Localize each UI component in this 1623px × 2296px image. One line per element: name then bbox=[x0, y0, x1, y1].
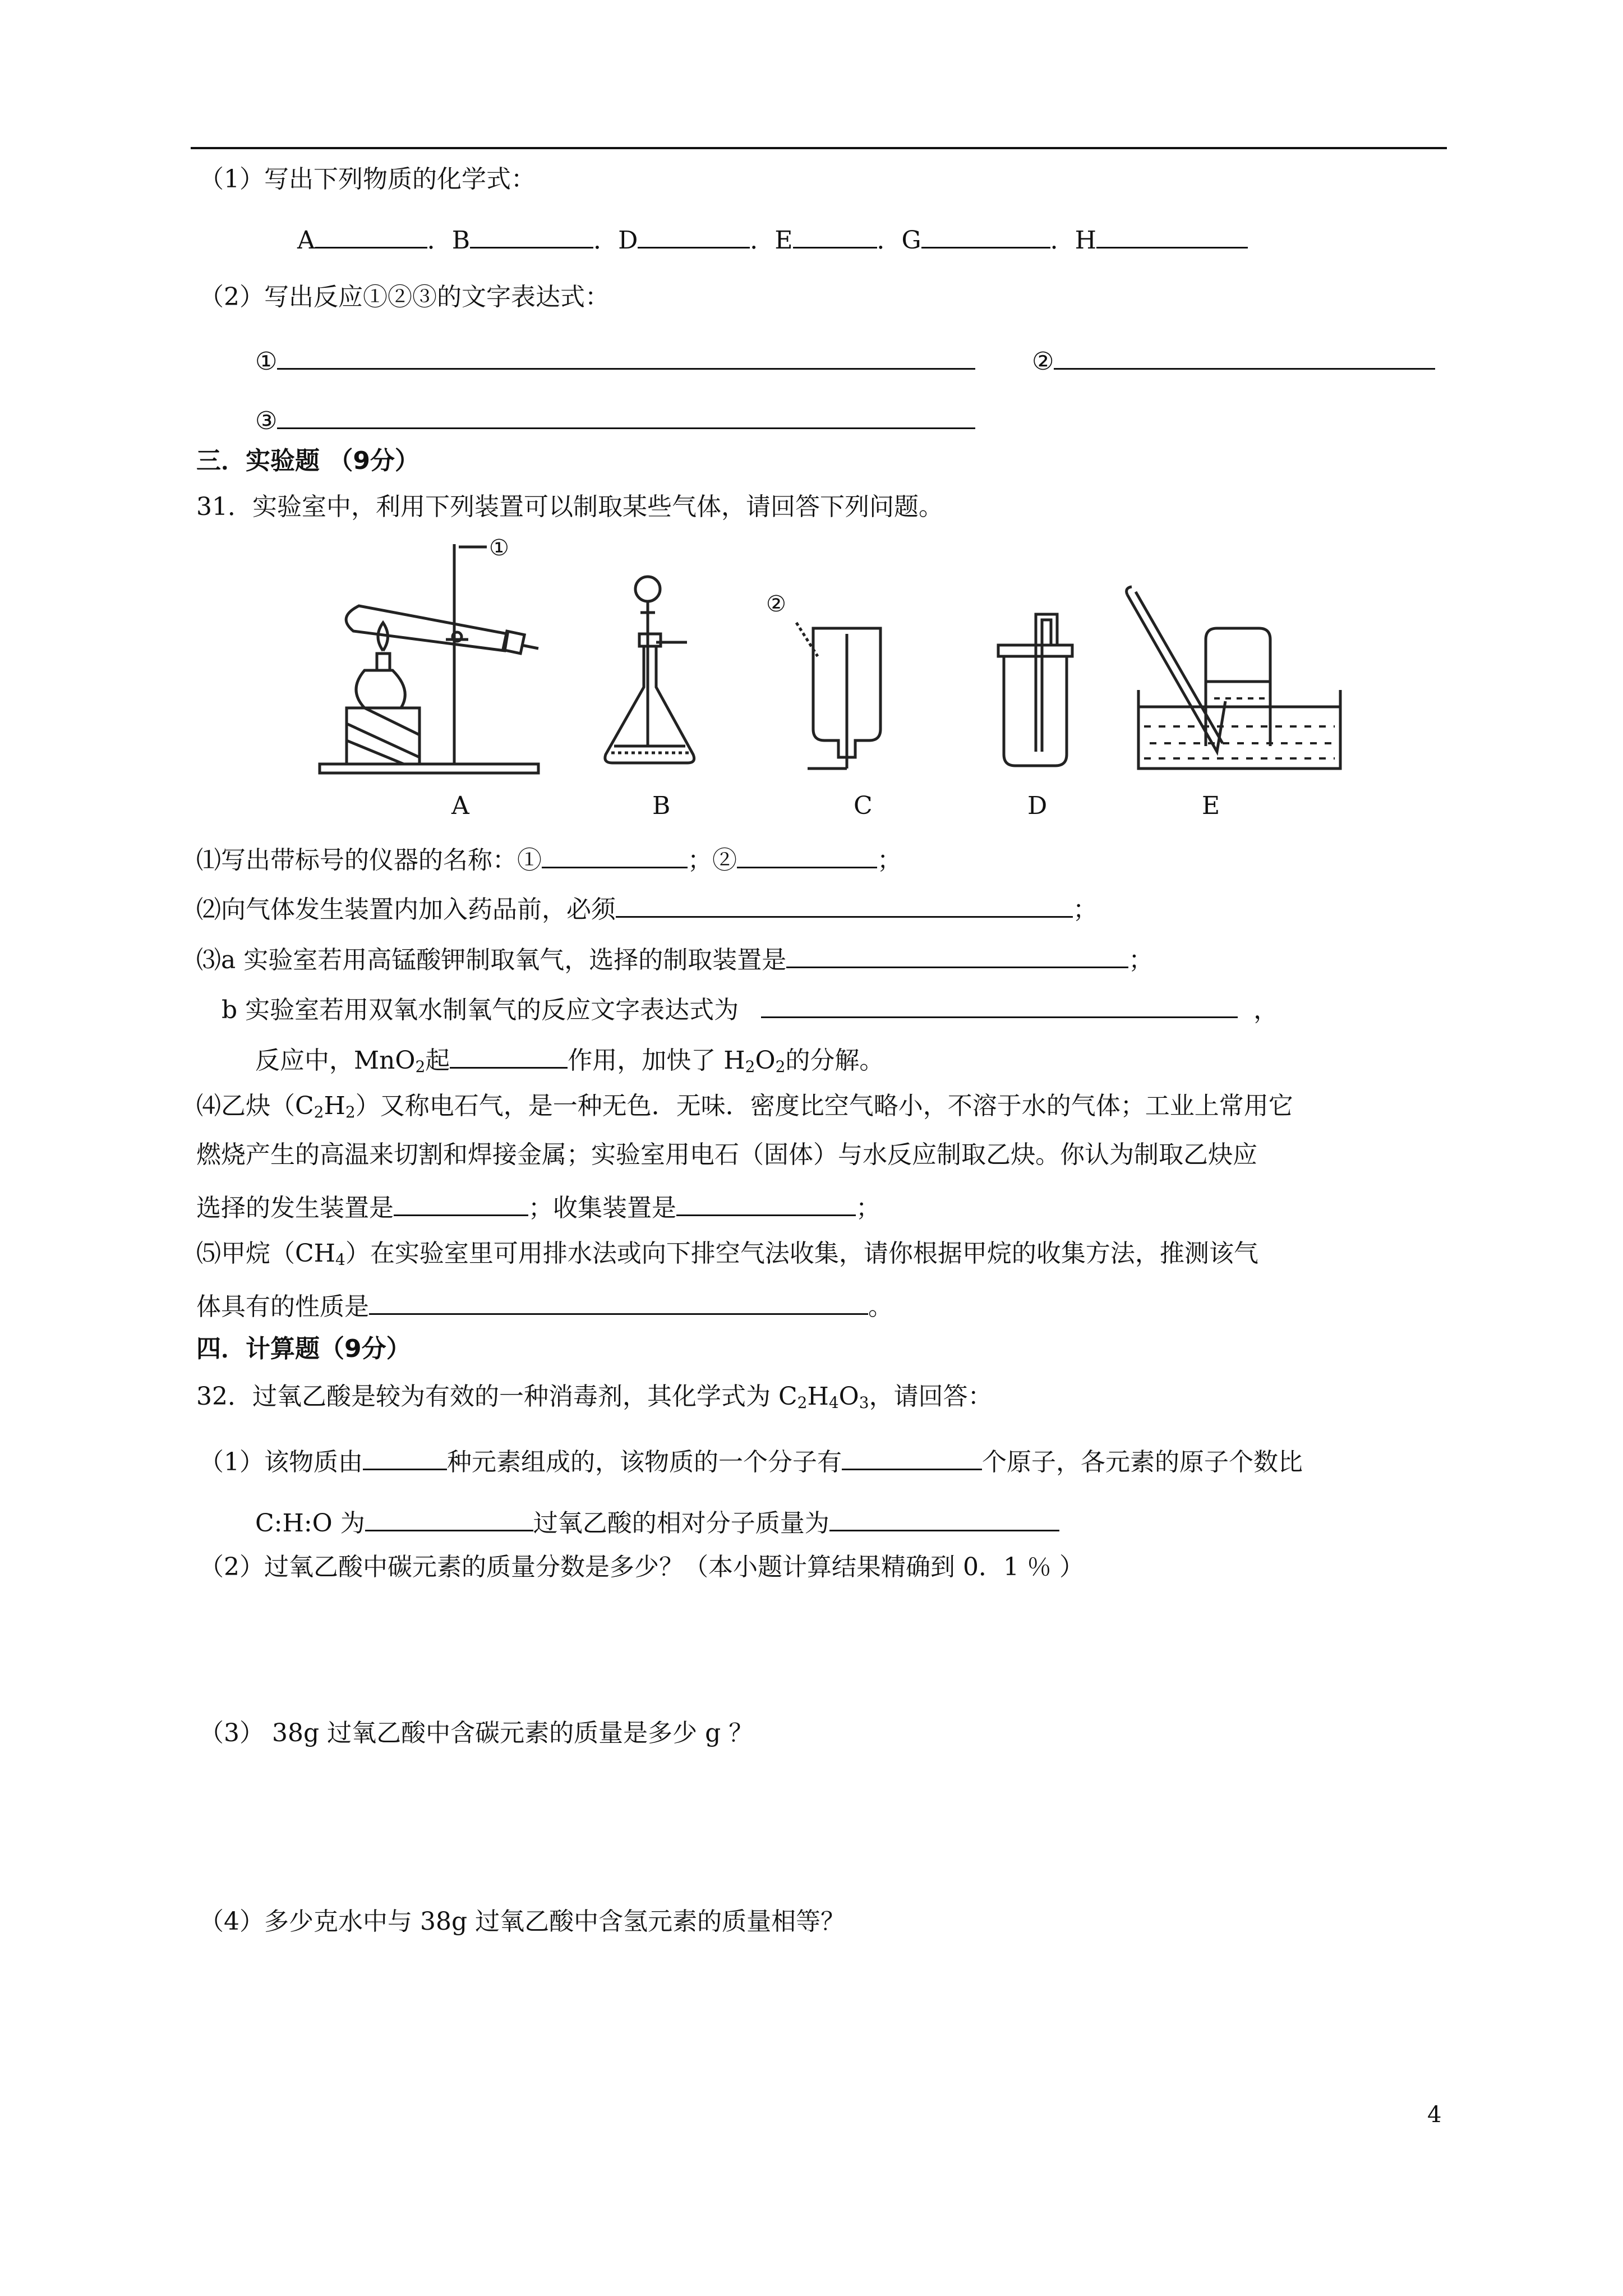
part3c-text-c: 作用，加快了 H bbox=[568, 1046, 745, 1075]
part2-blank[interactable] bbox=[616, 894, 1073, 918]
part3b-blank[interactable] bbox=[761, 994, 1238, 1018]
reaction-mark-3: ③ bbox=[255, 407, 278, 435]
part4-line-3 bbox=[196, 1192, 880, 1221]
formula-label-h: ．H bbox=[1050, 226, 1097, 255]
atom-count-blank[interactable] bbox=[842, 1446, 982, 1470]
part4-text-f: ； bbox=[856, 1194, 880, 1222]
part3a-text-b: ； bbox=[1128, 946, 1154, 974]
part3c-line bbox=[255, 1045, 884, 1076]
element-count-blank[interactable] bbox=[363, 1446, 447, 1470]
atom-ratio-blank[interactable] bbox=[365, 1507, 533, 1531]
part3b-line bbox=[222, 994, 1278, 1023]
part1-line bbox=[196, 844, 902, 873]
part3c-text-d: O bbox=[755, 1046, 776, 1075]
part3c-sub-1: 2 bbox=[415, 1057, 426, 1076]
part3a-blank[interactable] bbox=[786, 944, 1128, 968]
instrument-2-blank[interactable] bbox=[737, 844, 877, 868]
part4-text-e: ；收集装置是 bbox=[528, 1194, 676, 1222]
part4-line-2: 燃烧产生的高温来切割和焊接金属；实验室用电石（固体）与水反应制取乙炔。你认为制取乙炔应 bbox=[196, 1140, 1257, 1169]
sub1-text-a: （1）该物质由 bbox=[199, 1448, 363, 1476]
callout-1: ① bbox=[489, 535, 509, 561]
part3b-text-b: ， bbox=[1253, 996, 1279, 1024]
reaction-line-1 bbox=[255, 346, 975, 374]
q32-text bbox=[196, 1382, 993, 1412]
section3-heading: 三．实验题 （9分） bbox=[196, 447, 419, 475]
part3c-text-b: 起 bbox=[425, 1046, 450, 1075]
sub2-text: （2）过氧乙酸中碳元素的质量分数是多少？（本小题计算结果精确到 0．1 ％ ） bbox=[199, 1553, 1084, 1581]
apparatus-d bbox=[998, 614, 1072, 766]
instrument-1-blank[interactable] bbox=[542, 844, 688, 868]
part3c-text-e: 的分解。 bbox=[785, 1046, 884, 1075]
part3a-line bbox=[196, 944, 1153, 973]
part5-text-d: 。 bbox=[868, 1292, 893, 1321]
sub1-line-1 bbox=[199, 1446, 1303, 1475]
apparatus-figure bbox=[303, 533, 1396, 797]
part3b-text-a: b 实验室若用双氧水制氧气的反应文字表达式为 bbox=[222, 996, 739, 1024]
part2-text-a: ⑵向气体发生装置内加入药品前，必须 bbox=[196, 895, 616, 924]
formula-label-g: ．G bbox=[877, 226, 921, 255]
part3c-sub-2: 2 bbox=[745, 1057, 755, 1076]
q32-sub-3: 3 bbox=[859, 1393, 869, 1412]
q32-text-d: ，请回答： bbox=[869, 1382, 993, 1411]
label-d: D bbox=[1027, 792, 1048, 820]
reaction-blank-1[interactable] bbox=[277, 346, 975, 370]
q32-text-c: O bbox=[838, 1382, 859, 1411]
label-b: B bbox=[652, 792, 671, 820]
part4-sub-2: 2 bbox=[345, 1103, 356, 1121]
reaction-blank-2[interactable] bbox=[1054, 346, 1435, 370]
part3c-blank[interactable] bbox=[450, 1045, 568, 1069]
generator-blank[interactable] bbox=[394, 1192, 528, 1216]
label-e: E bbox=[1202, 792, 1220, 820]
reaction-line-3 bbox=[255, 405, 975, 434]
part4-line-1 bbox=[196, 1094, 1293, 1119]
part4-text-d: 选择的发生装置是 bbox=[196, 1194, 394, 1222]
q32-text-b: H bbox=[807, 1382, 829, 1411]
formula-blank-d[interactable] bbox=[638, 224, 750, 249]
reaction-mark-1: ① bbox=[255, 347, 278, 376]
part5-text-b: ）在实验室里可用排水法或向下排空气法收集，请你根据甲烷的收集方法，推测该气 bbox=[345, 1239, 1258, 1268]
label-c: C bbox=[854, 792, 873, 820]
collector-blank[interactable] bbox=[676, 1192, 856, 1216]
sub1-text-d: C:H:O 为 bbox=[255, 1509, 365, 1538]
formula-blank-g[interactable] bbox=[921, 224, 1050, 249]
reaction-mark-2: ② bbox=[1032, 347, 1054, 376]
q31-text: 31．实验室中，利用下列装置可以制取某些气体，请回答下列问题。 bbox=[196, 493, 943, 521]
property-blank[interactable] bbox=[369, 1291, 868, 1315]
apparatus-b bbox=[605, 577, 694, 763]
part4-text-a: ⑷乙炔（C bbox=[196, 1092, 314, 1120]
apparatus-c bbox=[796, 623, 880, 769]
header-rule bbox=[191, 147, 1447, 149]
q32-text-a: 32．过氧乙酸是较为有效的一种消毒剂，其化学式为 C bbox=[196, 1382, 797, 1411]
part4-text-c: ）又称电石气，是一种无色．无味．密度比空气略小，不溶于水的气体；工业上常用它 bbox=[355, 1092, 1293, 1120]
part3a-text-a: ⑶a 实验室若用高锰酸钾制取氧气，选择的制取装置是 bbox=[196, 946, 787, 974]
sub3-text: （3） 38g 过氧乙酸中含碳元素的质量是多少 g ？ bbox=[199, 1719, 754, 1747]
label-a: A bbox=[451, 792, 469, 820]
part4-text-b: H bbox=[324, 1092, 345, 1120]
part5-sub: 4 bbox=[335, 1250, 345, 1269]
part1-text-c: ； bbox=[877, 846, 902, 875]
part5-line-2 bbox=[196, 1291, 893, 1319]
part5-line-1 bbox=[196, 1239, 1258, 1269]
formula-label-d: ．D bbox=[593, 226, 638, 255]
sub1-text-b: 种元素组成的，该物质的一个分子有 bbox=[447, 1448, 842, 1476]
formula-blank-e[interactable] bbox=[793, 224, 877, 249]
part4-sub-1: 2 bbox=[313, 1103, 324, 1121]
formula-label-e: ．E bbox=[750, 226, 793, 255]
reaction-blank-3[interactable] bbox=[277, 405, 975, 429]
formula-line bbox=[297, 224, 1248, 253]
part3c-text-a: 反应中，MnO bbox=[255, 1046, 416, 1075]
sub1-text-c: 个原子，各元素的原子个数比 bbox=[982, 1448, 1303, 1476]
part5-text-a: ⑸甲烷（CH bbox=[196, 1239, 336, 1268]
sub4-text: （4）多少克水中与 38g 过氧乙酸中含氢元素的质量相等？ bbox=[199, 1907, 846, 1936]
sub1-text-e: 过氧乙酸的相对分子质量为 bbox=[533, 1509, 829, 1538]
formula-label-a: A bbox=[297, 226, 315, 255]
formula-label-b: ．B bbox=[427, 226, 471, 255]
callout-2: ② bbox=[766, 591, 786, 617]
part1-text-a: ⑴写出带标号的仪器的名称：① bbox=[196, 846, 542, 875]
q32-sub-2: 4 bbox=[828, 1393, 839, 1412]
q32-sub-1: 2 bbox=[797, 1393, 808, 1412]
q1-text: （1）写出下列物质的化学式： bbox=[199, 165, 536, 194]
part1-text-b: ；② bbox=[688, 846, 737, 875]
page-number: 4 bbox=[1427, 2102, 1442, 2128]
part2-text-b: ； bbox=[1073, 895, 1098, 924]
section4-heading: 四．计算题（9分） bbox=[196, 1335, 411, 1363]
part2-line bbox=[196, 894, 1098, 922]
molar-mass-blank[interactable] bbox=[829, 1507, 1059, 1531]
reaction-line-2 bbox=[1032, 346, 1435, 374]
formula-blank-h[interactable] bbox=[1096, 224, 1248, 249]
apparatus-e bbox=[1127, 587, 1340, 769]
formula-blank-a[interactable] bbox=[315, 224, 427, 249]
apparatus-a bbox=[320, 544, 538, 773]
q2-text: （2）写出反应①②③的文字表达式： bbox=[199, 283, 610, 311]
formula-blank-b[interactable] bbox=[470, 224, 593, 249]
part3c-sub-3: 2 bbox=[775, 1057, 786, 1076]
sub1-line-2 bbox=[255, 1507, 1059, 1536]
part5-text-c: 体具有的性质是 bbox=[196, 1292, 369, 1321]
